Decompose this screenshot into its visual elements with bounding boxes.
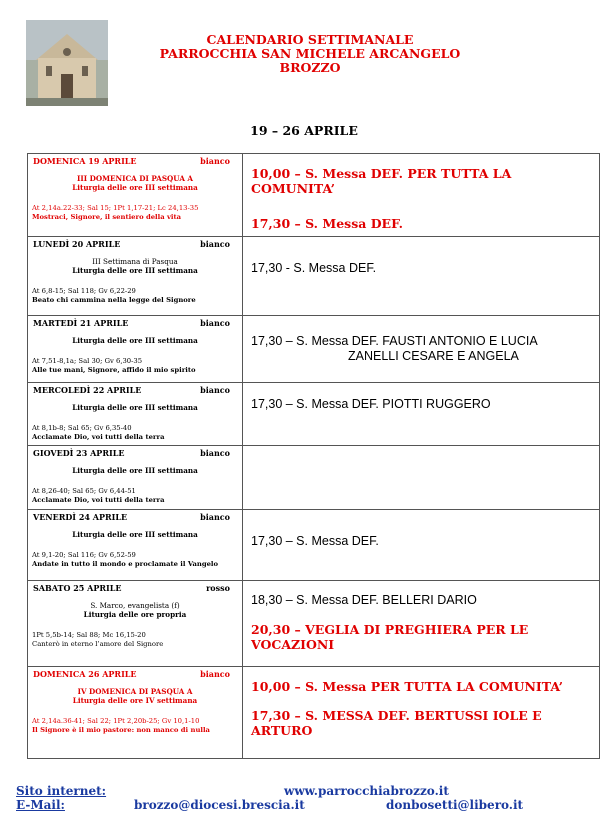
day-liturgy: Liturgia delle ore IV settimana xyxy=(72,696,198,705)
mass-entry: ZANELLI CESARE E ANGELA xyxy=(348,349,519,363)
day-masses xyxy=(243,581,600,667)
day-name: GIOVEDÌ 23 APRILE xyxy=(33,448,125,458)
day-row xyxy=(28,667,600,759)
liturgical-color: bianco xyxy=(200,512,230,522)
day-info xyxy=(28,667,243,759)
liturgical-color: bianco xyxy=(200,156,230,166)
mass-entry: 17,30 – S. Messa DEF. xyxy=(251,534,379,548)
email-link-parish[interactable]: brozzo@diocesi.brescia.it xyxy=(134,798,305,812)
day-masses xyxy=(243,237,600,316)
day-masses xyxy=(243,154,600,237)
mass-entry: 10,00 – S. Messa PER TUTTA LA COMUNITA’ xyxy=(251,679,563,694)
day-masses xyxy=(243,316,600,383)
day-info xyxy=(28,237,243,316)
day-readings: At 2,14a.22-33; Sal 15; 1Pt 1,17-21; Lc 24,13-35 xyxy=(32,204,199,212)
mass-entry: 17,30 - S. Messa DEF. xyxy=(251,261,377,275)
day-row xyxy=(28,383,600,446)
day-row xyxy=(28,237,600,316)
header-town: BROZZO xyxy=(279,60,341,75)
day-info xyxy=(28,510,243,581)
day-name: VENERDÌ 24 APRILE xyxy=(33,512,128,522)
day-title: S. Marco, evangelista (f) xyxy=(90,601,180,610)
day-liturgy: Liturgia delle ore III settimana xyxy=(72,183,198,192)
day-masses xyxy=(243,667,600,759)
day-info xyxy=(28,581,243,667)
day-liturgy: Liturgia delle ore propria xyxy=(83,610,187,619)
day-row xyxy=(28,581,600,667)
day-title: III Settimana di Pasqua xyxy=(92,257,178,266)
mass-entry: 17,30 – S. Messa DEF. xyxy=(251,216,404,231)
day-masses xyxy=(243,510,600,581)
day-liturgy: Liturgia delle ore III settimana xyxy=(72,530,198,539)
day-name: DOMENICA 26 APRILE xyxy=(33,669,137,679)
day-readings: At 6,8-15; Sal 118; Gv 6,22-29 xyxy=(32,287,136,295)
day-name: DOMENICA 19 APRILE xyxy=(33,156,137,166)
day-info xyxy=(28,154,243,237)
day-psalm: Canterò in eterno l’amore del Signore xyxy=(32,639,164,648)
day-row xyxy=(28,446,600,510)
day-liturgy: Liturgia delle ore III settimana xyxy=(72,336,198,345)
day-readings: At 2,14a.36-41; Sal 22; 1Pt 2,20b-25; Gv 10,1-10 xyxy=(32,717,200,725)
day-readings: At 9,1-20; Sal 116; Gv 6,52-59 xyxy=(32,551,136,559)
day-title: III DOMENICA DI PASQUA A xyxy=(77,174,193,183)
header-parish: PARROCCHIA SAN MICHELE ARCANGELO xyxy=(159,46,461,61)
day-name: MERCOLEDÌ 22 APRILE xyxy=(33,385,142,395)
mass-entry: 17,30 – S. MESSA DEF. BERTUSSI IOLE E xyxy=(251,708,542,723)
weekly-calendar xyxy=(27,153,600,759)
day-name: SABATO 25 APRILE xyxy=(33,583,122,593)
mass-entry: 17,30 – S. Messa DEF. FAUSTI ANTONIO E LUCIA xyxy=(251,334,538,348)
day-psalm: Andate in tutto il mondo e proclamate il Vangelo xyxy=(32,559,219,568)
day-psalm: Acclamate Dio, voi tutti della terra xyxy=(32,495,165,504)
page-header xyxy=(130,33,490,75)
page-footer xyxy=(16,785,586,813)
mass-entry: 18,30 – S. Messa DEF. BELLERI DARIO xyxy=(251,593,477,607)
day-info xyxy=(28,316,243,383)
site-link[interactable]: www.parrocchiabrozzo.it xyxy=(284,784,449,798)
day-readings: At 8,1b-8; Sal 65; Gv 6,35-40 xyxy=(32,424,132,432)
day-liturgy: Liturgia delle ore III settimana xyxy=(72,403,198,412)
day-readings: At 8,26-40; Sal 65; Gv 6,44-51 xyxy=(32,487,136,495)
church-photo xyxy=(26,20,108,106)
mass-entry: 10,00 – S. Messa DEF. PER TUTTA LA COMUNITA’ xyxy=(251,166,512,196)
liturgical-color: bianco xyxy=(200,239,230,249)
day-psalm: Alle tue mani, Signore, affido il mio spirito xyxy=(32,365,196,374)
day-psalm: Acclamate Dio, voi tutti della terra xyxy=(32,432,165,441)
email-label: E-Mail: xyxy=(16,798,65,812)
day-name: LUNEDÌ 20 APRILE xyxy=(33,239,121,249)
day-row xyxy=(28,154,600,237)
mass-entry: VOCAZIONI xyxy=(251,637,335,652)
day-liturgy: Liturgia delle ore III settimana xyxy=(72,466,198,475)
mass-entry: 17,30 – S. Messa DEF. PIOTTI RUGGERO xyxy=(251,397,491,411)
header-title: CALENDARIO SETTIMANALE xyxy=(206,32,414,47)
day-title: IV DOMENICA DI PASQUA A xyxy=(77,687,193,696)
week-dates: 19 – 26 APRILE xyxy=(250,123,358,138)
day-readings: At 7,51-8,1a; Sal 30; Gv 6,30-35 xyxy=(32,357,143,365)
mass-entry: 20,30 – VEGLIA DI PREGHIERA PER LE xyxy=(251,622,529,637)
liturgical-color: bianco xyxy=(200,669,230,679)
day-readings: 1Pt 5,5b-14; Sal 88; Mc 16,15-20 xyxy=(32,631,146,639)
liturgical-color: bianco xyxy=(200,385,230,395)
liturgical-color: rosso xyxy=(206,583,230,593)
day-info xyxy=(28,446,243,510)
day-name: MARTEDÌ 21 APRILE xyxy=(33,318,129,328)
mass-entry: ARTURO xyxy=(251,723,313,738)
day-row xyxy=(28,316,600,383)
liturgical-color: bianco xyxy=(200,318,230,328)
day-liturgy: Liturgia delle ore III settimana xyxy=(72,266,198,275)
day-masses xyxy=(243,446,600,510)
liturgical-color: bianco xyxy=(200,448,230,458)
day-psalm: Il Signore è il mio pastore: non manco di nulla xyxy=(32,725,210,734)
day-row xyxy=(28,510,600,581)
day-psalm: Beato chi cammina nella legge del Signore xyxy=(32,295,196,304)
site-label: Sito internet: xyxy=(16,784,107,798)
day-masses xyxy=(243,383,600,446)
day-psalm: Mostraci, Signore, il sentiero della vita xyxy=(32,212,182,221)
day-info xyxy=(28,383,243,446)
email-link-priest[interactable]: donbosetti@libero.it xyxy=(386,798,524,812)
